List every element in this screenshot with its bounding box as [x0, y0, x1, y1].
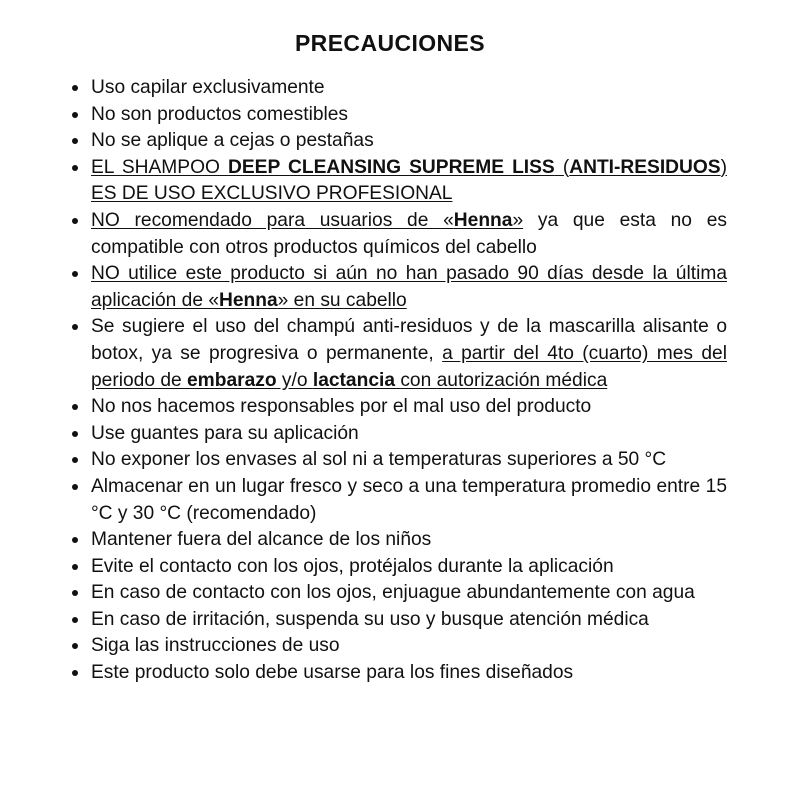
emphasized-text: ANTI-RESIDUOS: [569, 156, 721, 178]
emphasized-text: Henna: [219, 289, 278, 311]
list-item: Este producto solo debe usarse para los fines diseñados: [91, 660, 727, 687]
list-item: [91, 261, 727, 314]
list-item: No nos hacemos responsables por el mal uso del producto: [91, 394, 727, 421]
emphasized-text: Henna: [453, 209, 513, 231]
underlined-text: NO utilice este producto si aún no han pasado 90 días desde la última aplicación de «: [91, 263, 727, 311]
list-item: No son productos comestibles: [91, 102, 727, 129]
list-item: [91, 208, 727, 261]
list-item: Mantener fuera del alcance de los niños: [91, 527, 727, 554]
list-item: No exponer los envases al sol ni a temperaturas superiores a 50 °C: [91, 447, 727, 474]
underlined-text: »: [512, 209, 524, 231]
underlined-text: con autorización médica: [395, 369, 608, 391]
list-item: Siga las instrucciones de uso: [91, 633, 727, 660]
underlined-text: NO recomendado para usuarios de «: [91, 209, 454, 231]
list-item: Almacenar en un lugar fresco y seco a una temperatura promedio entre 15 °C y 30 °C (recomendado): [91, 474, 727, 527]
list-item: En caso de irritación, suspenda su uso y busque atención médica: [91, 607, 727, 634]
underlined-text: y/o: [276, 369, 313, 391]
underlined-text: EL SHAMPOO: [91, 156, 229, 178]
text-run: ya que esta no es compatible con otros productos químicos del cabello: [91, 209, 727, 258]
page-title: PRECAUCIONES: [294, 30, 486, 56]
list-item: No se aplique a cejas o pestañas: [91, 128, 727, 155]
list-item: En caso de contacto con los ojos, enjuague abundantemente con agua: [91, 580, 727, 607]
underlined-text: » en su cabello: [277, 289, 407, 311]
emphasized-text: embarazo: [187, 369, 277, 391]
list-item: Use guantes para su aplicación: [91, 421, 727, 448]
underlined-text: a partir del 4to (cuarto) mes del periodo de: [91, 342, 727, 391]
emphasized-text: DEEP CLEANSING SUPREME LISS: [228, 156, 555, 178]
emphasized-text: lactancia: [312, 369, 395, 391]
list-item: [91, 155, 727, 208]
list-item: Evite el contacto con los ojos, protéjalos durante la aplicación: [91, 554, 727, 581]
list-item: Uso capilar exclusivamente: [91, 75, 727, 102]
text-run: Se sugiere el uso del champú anti-residuos y de la mascarilla alisante o botox, ya se progresiva o permanente,: [91, 316, 727, 364]
precautions-list: [91, 75, 727, 687]
underlined-text: (: [554, 156, 570, 178]
underlined-text: ) ES DE USO EXCLUSIVO PROFESIONAL: [91, 156, 727, 205]
list-item: [91, 314, 727, 394]
